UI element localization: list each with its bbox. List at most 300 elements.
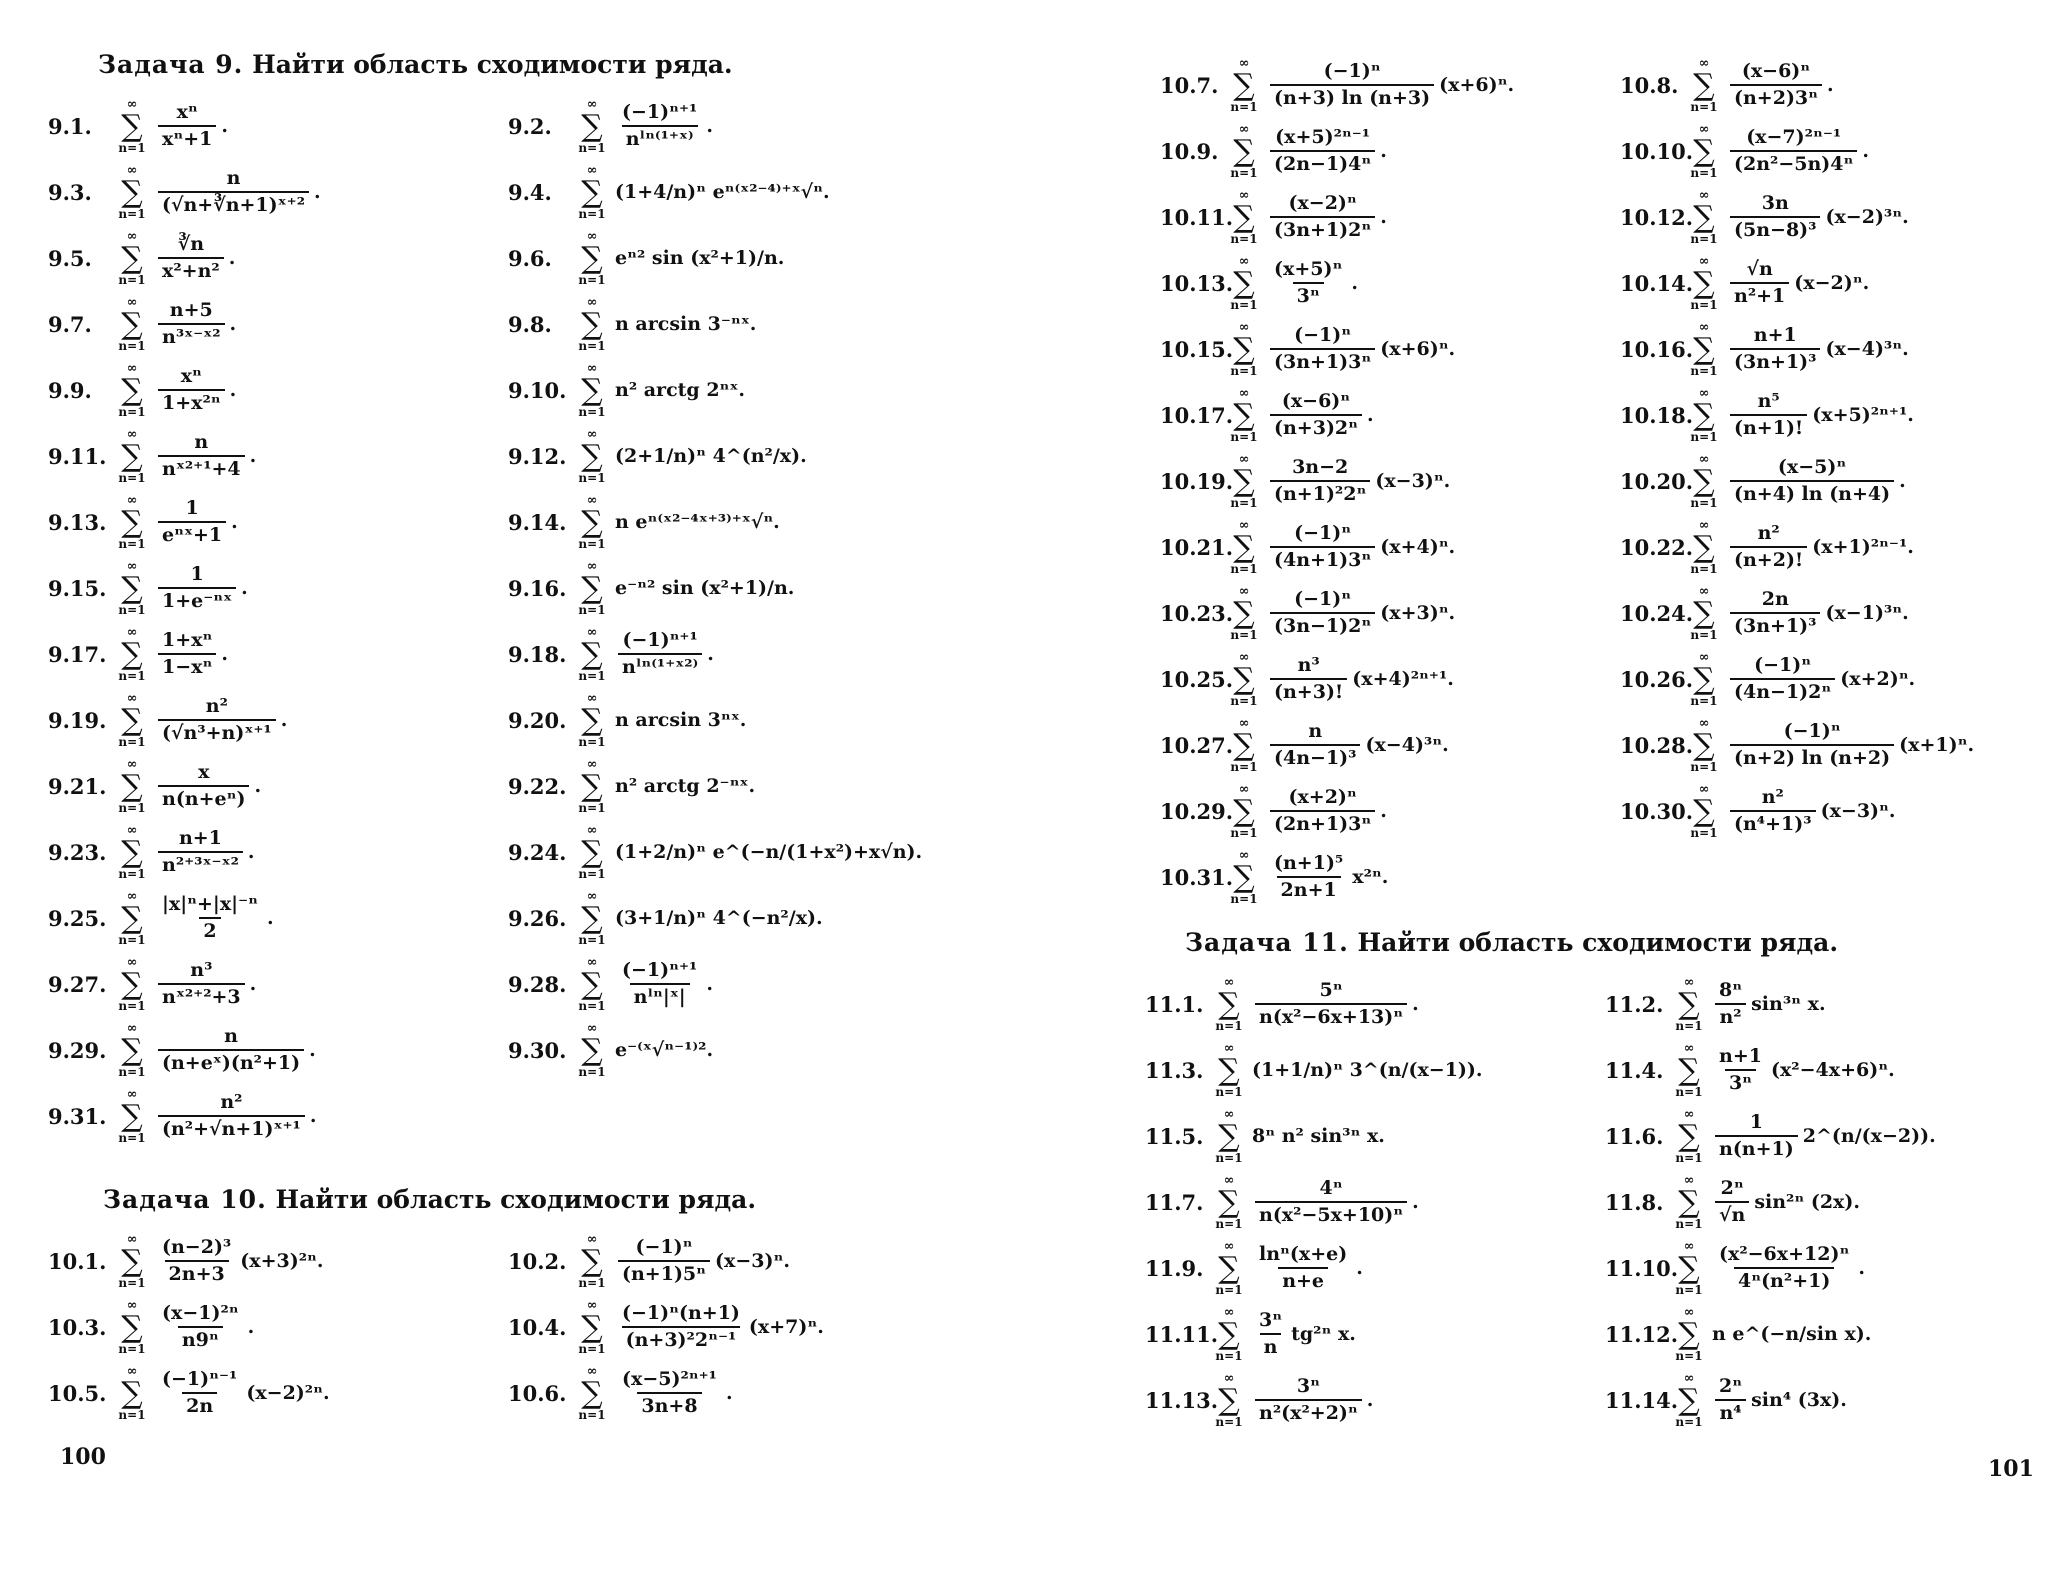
sum-symbol: [574, 692, 610, 749]
problem-item: [48, 159, 508, 225]
fraction: [158, 498, 226, 546]
problem-item: [508, 951, 1068, 1017]
sum-upper-limit: ∞: [126, 888, 138, 904]
sum-lower-limit: n=1: [1215, 1414, 1243, 1429]
series-term-tail: .: [280, 709, 288, 731]
task9-instruction: Найти область сходимости ряда.: [252, 50, 733, 79]
sigma-icon: ∑: [581, 570, 603, 606]
series-term-tail: sin³ⁿ x.: [1751, 993, 1826, 1015]
sum-upper-limit: ∞: [1238, 451, 1250, 467]
sum-lower-limit: n=1: [1230, 759, 1258, 774]
fraction: [1715, 1112, 1798, 1160]
problem-item: [48, 93, 508, 159]
problem-number: 10.31.: [1160, 864, 1234, 890]
fraction-denominator: (n²+√n+1)ˣ⁺¹: [158, 1115, 305, 1140]
problem-item: [48, 819, 508, 885]
fraction-numerator: √n: [1746, 258, 1773, 281]
sum-symbol: [1226, 123, 1262, 180]
sum-upper-limit: ∞: [1238, 583, 1250, 599]
problem-number: 11.3.: [1145, 1057, 1204, 1083]
series-term-tail: .: [1412, 993, 1419, 1015]
sum-symbol: [114, 1299, 150, 1356]
problem-number: 10.6.: [508, 1380, 567, 1406]
fraction: [1730, 523, 1807, 571]
problem-item: [1145, 1301, 1605, 1367]
sum-upper-limit: ∞: [586, 426, 598, 442]
problem-number: 9.7.: [48, 311, 92, 337]
problem-number: 10.22.: [1620, 534, 1694, 560]
sum-symbol: [1226, 255, 1262, 312]
fraction: [158, 960, 245, 1008]
sum-lower-limit: n=1: [578, 998, 606, 1013]
sum-upper-limit: ∞: [586, 1020, 598, 1036]
fraction-denominator: 2n+3: [165, 1260, 229, 1285]
sum-symbol: [114, 758, 150, 815]
sum-symbol: [1211, 1174, 1247, 1231]
problem-item: [1160, 250, 1620, 316]
fraction-denominator: (n+3)!: [1270, 678, 1347, 703]
problem-number: 9.3.: [48, 179, 92, 205]
sum-lower-limit: n=1: [1690, 825, 1718, 840]
sum-upper-limit: ∞: [126, 228, 138, 244]
task10-column-even: [508, 1228, 1068, 1426]
fraction-denominator: (4n−1)2ⁿ: [1730, 678, 1835, 703]
task9-column-odd: [48, 93, 508, 1149]
problem-number: 10.5.: [48, 1380, 107, 1406]
problem-number: 9.11.: [48, 443, 107, 469]
fraction: [1730, 325, 1820, 373]
series-term-tail: .: [1380, 140, 1387, 162]
series-term-tail: 2^(n/(x−2)).: [1802, 1125, 1936, 1147]
series-term-tail: .: [1356, 1257, 1363, 1279]
series-term-tail: (x+3)ⁿ.: [1380, 602, 1456, 624]
sum-lower-limit: n=1: [1230, 891, 1258, 906]
sum-lower-limit: n=1: [1215, 1348, 1243, 1363]
series-term-tail: (x−3)ⁿ.: [715, 1250, 790, 1272]
fraction: [158, 630, 216, 678]
series-term-tail: .: [1412, 1191, 1419, 1213]
fraction-denominator: 2n: [182, 1392, 217, 1417]
sum-symbol: [114, 692, 150, 749]
fraction: [1730, 655, 1835, 703]
fraction: [1270, 589, 1375, 637]
fraction: [1730, 589, 1820, 637]
fraction-numerator: xⁿ: [176, 101, 198, 124]
problem-number: 10.12.: [1620, 204, 1694, 230]
problem-item: [1605, 1235, 2065, 1301]
sum-lower-limit: n=1: [118, 140, 146, 155]
problem-item: [1160, 580, 1620, 646]
sigma-icon: ∑: [1693, 793, 1715, 829]
sum-upper-limit: ∞: [1238, 187, 1250, 203]
sum-symbol: [1211, 976, 1247, 1033]
sum-symbol: [1226, 717, 1262, 774]
series-term: n² arctg 2⁻ⁿˣ.: [615, 775, 756, 797]
sum-upper-limit: ∞: [126, 360, 138, 376]
problem-number: 10.28.: [1620, 732, 1694, 758]
series-term-tail: (x−3)ⁿ.: [1375, 470, 1451, 492]
fraction-denominator: n(x²−6x+13)ⁿ: [1255, 1003, 1407, 1028]
sum-symbol: [574, 626, 610, 683]
fraction: [1715, 1046, 1766, 1094]
sum-upper-limit: ∞: [1238, 649, 1250, 665]
sum-lower-limit: n=1: [1230, 627, 1258, 642]
problem-number: 11.13.: [1145, 1387, 1219, 1413]
sigma-icon: ∑: [581, 768, 603, 804]
fraction-numerator: 2ⁿ: [1719, 1375, 1743, 1398]
fraction-denominator: 2n+1: [1277, 876, 1341, 901]
sum-upper-limit: ∞: [1698, 715, 1710, 731]
sum-symbol: [114, 428, 150, 485]
sum-lower-limit: n=1: [118, 998, 146, 1013]
problem-number: 10.10.: [1620, 138, 1694, 164]
sum-upper-limit: ∞: [126, 822, 138, 838]
fraction-numerator: (x−1)²ⁿ: [162, 1302, 239, 1325]
fraction-denominator: xⁿ+1: [158, 125, 216, 150]
problem-item: [48, 687, 508, 753]
series-term-tail: .: [1899, 470, 1906, 492]
problem-item: [1160, 844, 1620, 910]
problem-item: [1160, 712, 1620, 778]
series-term-tail: .: [314, 181, 321, 203]
sum-upper-limit: ∞: [1238, 385, 1250, 401]
sum-upper-limit: ∞: [586, 228, 598, 244]
sum-upper-limit: ∞: [126, 954, 138, 970]
fraction-denominator: 3n+8: [637, 1392, 701, 1417]
sum-lower-limit: n=1: [1230, 99, 1258, 114]
problem-number: 9.25.: [48, 905, 107, 931]
problem-number: 9.29.: [48, 1037, 107, 1063]
sum-symbol: [1686, 189, 1722, 246]
sum-lower-limit: n=1: [118, 932, 146, 947]
fraction-denominator: n²+1: [1730, 282, 1789, 307]
fraction-denominator: nˡⁿ⁽¹⁺ˣ²⁾: [618, 653, 702, 678]
fraction-denominator: nˣ²⁺¹+4: [158, 455, 245, 480]
sum-symbol: [114, 1022, 150, 1079]
fraction: [1730, 259, 1789, 307]
right-page: [1110, 0, 2072, 1579]
sum-lower-limit: n=1: [1230, 693, 1258, 708]
fraction-numerator: n+1: [1719, 1045, 1762, 1068]
sum-lower-limit: n=1: [118, 206, 146, 221]
sum-upper-limit: ∞: [586, 1231, 598, 1247]
fraction: [1255, 1376, 1362, 1424]
problem-number: 9.12.: [508, 443, 567, 469]
problem-number: 10.17.: [1160, 402, 1234, 428]
fraction-numerator: (−1)ⁿ(n+1): [622, 1302, 740, 1325]
task10-label: Задача 10.: [103, 1185, 267, 1214]
fraction-denominator: n(n+eⁿ): [158, 785, 249, 810]
fraction-numerator: 1: [185, 497, 199, 520]
sum-upper-limit: ∞: [1238, 253, 1250, 269]
sum-lower-limit: n=1: [578, 536, 606, 551]
sum-upper-limit: ∞: [126, 1086, 138, 1102]
fraction: [158, 300, 225, 348]
fraction: [158, 894, 262, 942]
problem-number: 9.31.: [48, 1103, 107, 1129]
problem-number: 10.29.: [1160, 798, 1234, 824]
sum-symbol: [574, 1233, 610, 1290]
sum-lower-limit: n=1: [1230, 165, 1258, 180]
fraction-numerator: (x−6)ⁿ: [1741, 60, 1811, 83]
sigma-icon: ∑: [1233, 265, 1255, 301]
fraction-denominator: (n⁴+1)³: [1730, 810, 1816, 835]
problem-number: 9.17.: [48, 641, 107, 667]
fraction-denominator: (3n+1)3ⁿ: [1270, 348, 1375, 373]
sum-upper-limit: ∞: [1698, 781, 1710, 797]
series-term: n eⁿ⁽ˣ²⁻⁴ˣ⁺³⁾⁺ˣ√ⁿ.: [615, 511, 780, 533]
sum-symbol: [1226, 849, 1262, 906]
problem-item: [1605, 1103, 2065, 1169]
sum-upper-limit: ∞: [1698, 517, 1710, 533]
problem-number: 11.9.: [1145, 1255, 1204, 1281]
problem-item: [48, 1017, 508, 1083]
sum-symbol: [1686, 717, 1722, 774]
problem-item: [1605, 1037, 2065, 1103]
fraction-numerator: (x+5)ⁿ: [1274, 258, 1343, 281]
problem-number: 10.24.: [1620, 600, 1694, 626]
sum-lower-limit: n=1: [1230, 825, 1258, 840]
series-term-tail: (x+3)²ⁿ.: [240, 1250, 324, 1272]
task10-instruction: Найти область сходимости ряда.: [275, 1185, 757, 1214]
sum-upper-limit: ∞: [586, 360, 598, 376]
sum-lower-limit: n=1: [118, 800, 146, 815]
problem-item: [508, 93, 1068, 159]
series-term: eⁿ² sin (x²+1)/n.: [615, 247, 785, 269]
sum-lower-limit: n=1: [118, 536, 146, 551]
sigma-icon: ∑: [1678, 1382, 1700, 1418]
sum-upper-limit: ∞: [1683, 1106, 1695, 1122]
sum-symbol: [114, 362, 150, 419]
sum-upper-limit: ∞: [126, 96, 138, 112]
sigma-icon: ∑: [581, 1309, 603, 1345]
problem-number: 9.22.: [508, 773, 567, 799]
fraction: [1730, 391, 1807, 439]
fraction: [1730, 787, 1816, 835]
sum-upper-limit: ∞: [1238, 847, 1250, 863]
sum-lower-limit: n=1: [1675, 1414, 1703, 1429]
problem-item: [508, 687, 1068, 753]
fraction-denominator: 1−xⁿ: [158, 653, 216, 678]
fraction-denominator: 1+x²ⁿ: [158, 389, 225, 414]
problem-number: 10.8.: [1620, 72, 1679, 98]
series-term-tail: (x−3)ⁿ.: [1820, 800, 1896, 822]
fraction-numerator: (−1)ⁿ: [1294, 588, 1352, 611]
fraction: [1270, 457, 1370, 505]
fraction-numerator: 3ⁿ: [1259, 1309, 1283, 1332]
sum-upper-limit: ∞: [126, 690, 138, 706]
fraction-numerator: 8ⁿ: [1719, 979, 1743, 1002]
sum-lower-limit: n=1: [118, 404, 146, 419]
problem-number: 10.21.: [1160, 534, 1234, 560]
series-term: (2+1/n)ⁿ 4^(n²/x).: [615, 445, 807, 467]
problem-number: 9.20.: [508, 707, 567, 733]
sum-symbol: [1226, 189, 1262, 246]
series-term-tail: (x−1)³ⁿ.: [1825, 602, 1909, 624]
sum-lower-limit: n=1: [578, 668, 606, 683]
sum-symbol: [574, 230, 610, 287]
problem-number: 9.26.: [508, 905, 567, 931]
fraction: [1270, 721, 1360, 769]
series-term-tail: .: [1858, 1257, 1865, 1279]
sum-upper-limit: ∞: [1223, 1238, 1235, 1254]
series-term-tail: .: [249, 973, 257, 995]
sum-lower-limit: n=1: [1230, 297, 1258, 312]
sum-lower-limit: n=1: [578, 338, 606, 353]
sum-symbol: [1211, 1240, 1247, 1297]
fraction-numerator: n²: [1757, 522, 1780, 545]
sum-symbol: [1226, 585, 1262, 642]
series-term-tail: .: [706, 115, 713, 137]
problem-number: 9.24.: [508, 839, 567, 865]
problem-item: [48, 489, 508, 555]
sum-upper-limit: ∞: [586, 294, 598, 310]
sum-symbol: [574, 1365, 610, 1422]
sum-upper-limit: ∞: [1238, 319, 1250, 335]
fraction-denominator: (5n−8)³: [1730, 216, 1820, 241]
sum-symbol: [1226, 57, 1262, 114]
problem-item: [48, 1294, 508, 1360]
fraction-denominator: (n+1)!: [1730, 414, 1807, 439]
fraction: [1730, 193, 1820, 241]
fraction-numerator: (−1)ⁿ: [1294, 324, 1352, 347]
sum-upper-limit: ∞: [126, 624, 138, 640]
sum-lower-limit: n=1: [1690, 693, 1718, 708]
series-term: n e^(−n/sin x).: [1712, 1323, 1872, 1345]
fraction-numerator: (−1)ⁿ⁺¹: [622, 101, 698, 124]
problem-item: [508, 621, 1068, 687]
sigma-icon: ∑: [121, 174, 143, 210]
sigma-icon: ∑: [121, 372, 143, 408]
fraction-denominator: 2: [199, 917, 220, 942]
series-term-tail: sin⁴ (3x).: [1751, 1389, 1847, 1411]
problem-number: 9.6.: [508, 245, 552, 271]
sum-upper-limit: ∞: [1238, 715, 1250, 731]
sum-upper-limit: ∞: [1698, 649, 1710, 665]
fraction-numerator: n²: [220, 1091, 243, 1114]
problem-number: 10.2.: [508, 1248, 567, 1274]
fraction: [158, 1026, 304, 1074]
series-term-tail: .: [266, 907, 274, 929]
series-term-tail: .: [247, 1316, 255, 1338]
problem-item: [48, 423, 508, 489]
sum-symbol: [1686, 321, 1722, 378]
sum-symbol: [574, 494, 610, 551]
sum-upper-limit: ∞: [586, 888, 598, 904]
task9-column-even: [508, 93, 1068, 1149]
problem-number: 9.15.: [48, 575, 107, 601]
sigma-icon: ∑: [581, 1243, 603, 1279]
problem-item: [508, 1294, 1068, 1360]
sum-lower-limit: n=1: [578, 140, 606, 155]
fraction-numerator: n²: [1761, 786, 1784, 809]
sigma-icon: ∑: [1678, 986, 1700, 1022]
sigma-icon: ∑: [1693, 133, 1715, 169]
sum-lower-limit: n=1: [1215, 1150, 1243, 1165]
sum-lower-limit: n=1: [1230, 429, 1258, 444]
fraction: [1270, 127, 1375, 175]
sum-upper-limit: ∞: [1683, 1172, 1695, 1188]
fraction-denominator: (n+eˣ)(n²+1): [158, 1049, 304, 1074]
sum-symbol: [1671, 1240, 1707, 1297]
series-term-tail: .: [1366, 1389, 1374, 1411]
sum-lower-limit: n=1: [1215, 1216, 1243, 1231]
sigma-icon: ∑: [1678, 1118, 1700, 1154]
fraction: [1730, 721, 1894, 769]
problem-item: [1620, 580, 2060, 646]
series-term-tail: .: [1351, 272, 1358, 294]
sum-lower-limit: n=1: [1230, 231, 1258, 246]
sum-upper-limit: ∞: [126, 1020, 138, 1036]
fraction-denominator: n⁴: [1715, 1399, 1745, 1424]
problem-item: [1620, 514, 2060, 580]
sum-lower-limit: n=1: [1690, 231, 1718, 246]
sigma-icon: ∑: [1233, 463, 1255, 499]
sum-upper-limit: ∞: [126, 162, 138, 178]
sum-symbol: [114, 890, 150, 947]
problem-item: [1145, 1235, 1605, 1301]
sum-upper-limit: ∞: [1698, 121, 1710, 137]
sum-lower-limit: n=1: [578, 1064, 606, 1079]
fraction-denominator: (√n³+n)ˣ⁺¹: [158, 719, 276, 744]
problem-item: [508, 357, 1068, 423]
fraction: [158, 1092, 305, 1140]
problem-number: 10.20.: [1620, 468, 1694, 494]
sum-symbol: [114, 626, 150, 683]
problem-number: 10.16.: [1620, 336, 1694, 362]
series-term: 8ⁿ n² sin³ⁿ x.: [1252, 1125, 1385, 1147]
sum-symbol: [1226, 651, 1262, 708]
fraction-numerator: 5ⁿ: [1319, 979, 1343, 1002]
series-term-tail: (x−4)³ⁿ.: [1365, 734, 1449, 756]
problem-item: [48, 1083, 508, 1149]
series-term-tail: (x−2)²ⁿ.: [246, 1382, 330, 1404]
sigma-icon: ∑: [1233, 595, 1255, 631]
sum-upper-limit: ∞: [586, 162, 598, 178]
sum-upper-limit: ∞: [1223, 1370, 1235, 1386]
sum-lower-limit: n=1: [1230, 495, 1258, 510]
fraction-denominator: 3ⁿ: [1725, 1069, 1756, 1094]
fraction-numerator: (n+1)⁵: [1274, 852, 1344, 875]
series-term-tail: x²ⁿ.: [1352, 866, 1389, 888]
sigma-icon: ∑: [121, 636, 143, 672]
fraction: [158, 1303, 243, 1351]
problem-number: 10.1.: [48, 1248, 107, 1274]
sigma-icon: ∑: [121, 306, 143, 342]
problem-item: [1160, 646, 1620, 712]
series-term-tail: (x+4)²ⁿ⁺¹.: [1352, 668, 1454, 690]
problem-item: [1620, 250, 2060, 316]
sigma-icon: ∑: [1678, 1184, 1700, 1220]
task9-heading: [98, 50, 1088, 79]
sigma-icon: ∑: [581, 240, 603, 276]
sum-lower-limit: n=1: [118, 1130, 146, 1145]
problem-number: 10.4.: [508, 1314, 567, 1340]
series-term-tail: (x+7)ⁿ.: [748, 1316, 824, 1338]
fraction-denominator: x²+n²: [158, 257, 224, 282]
problem-item: [1145, 1367, 1605, 1433]
fraction-numerator: (x−2)ⁿ: [1288, 192, 1357, 215]
sum-symbol: [1686, 57, 1722, 114]
sum-symbol: [114, 824, 150, 881]
problem-item: [1160, 448, 1620, 514]
task11-label: Задача 11.: [1185, 928, 1349, 957]
sigma-icon: ∑: [1233, 529, 1255, 565]
sum-symbol: [574, 1022, 610, 1079]
problem-item: [1145, 1169, 1605, 1235]
sum-symbol: [114, 164, 150, 221]
sum-lower-limit: n=1: [578, 206, 606, 221]
